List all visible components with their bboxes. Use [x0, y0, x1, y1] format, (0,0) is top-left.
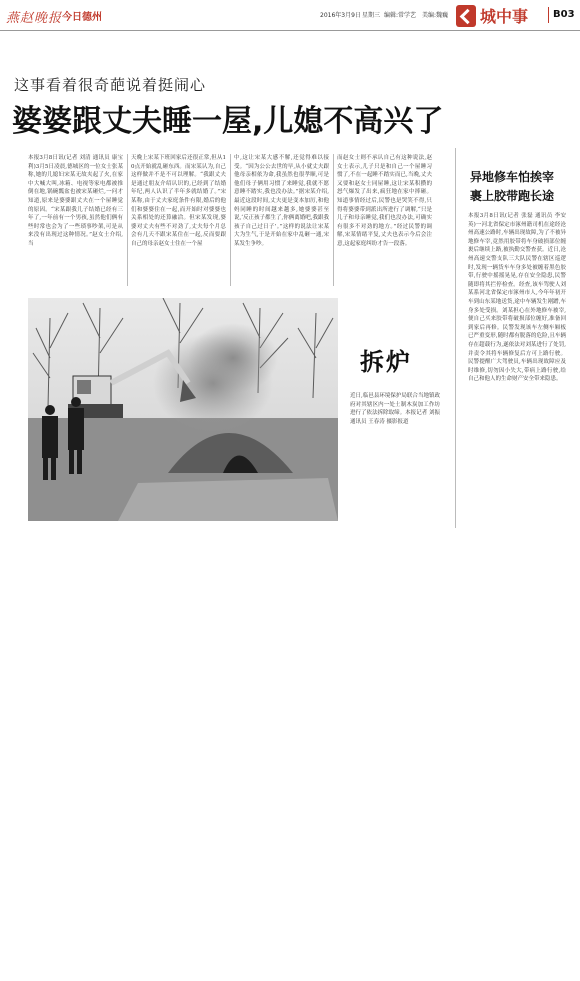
article-headline: 婆婆跟丈夫睡一屋,儿媳不高兴了 [12, 104, 444, 139]
header-rule [0, 30, 580, 31]
side-story-body [468, 212, 566, 530]
side-story-byline: 本报3月8日讯(记者 张磊 通讯员 李安英) [468, 213, 566, 228]
side-story-divider [455, 148, 456, 528]
side-story-text: 一河北省保定市涿州籍司机在途经沧州高速公路时,车辆出现故障,为了不被异地修车宰,竟然用胶带将车身破损部位缠裹后继续上路,被执勤交警查获。近日,沧州高速交警支队三大队民警在辖区巡逻时,发现一辆货车车身多处被缠着黑色胶带,行驶中摇摇晃晃,存在安全隐患,民警随即将其拦停检查。经查,该车驾驶人刘某系河北省保定市涿州市人,今年年初开车到山东某地送货,途中车辆发生剐蹭,车身多处受损。刘某担心在外地修车被宰,便自己买来胶带将破损部位缠好,准备回到家后再修。民警发现该车左侧车厢板已严重变形,随时都有脱落的危险,且车辆存在超载行为,遂依法对刘某进行了处罚,并责令其将车辆修复后方可上路行驶。民警提醒广大驾驶员,车辆出现故障应及时维修,切勿因小失大,带病上路行驶,给自己和他人的生命财产安全带来隐患。 [468, 221, 566, 383]
section-name: 城中事 [480, 7, 529, 26]
side-story-title-line2: 裹上胶带跑长途 [470, 189, 555, 203]
section-logo-icon [456, 5, 476, 27]
column-divider [333, 154, 334, 286]
photo-caption: 近日,临邑县环境保护局联合当地镇政府对其辖区内一处土制木炭加工作坊进行了依法拆除取缔。本报记者 刘振 通讯员 王春涛 摄影报道 [350, 393, 440, 425]
column-divider [230, 154, 231, 286]
side-story-title-line1: 异地修车怕挨宰 [470, 170, 555, 184]
column-divider [127, 154, 128, 286]
article-column-2: 天晚上宋某下班回家后还很正常,但从10点开始就乱砸东西。而宋某认为,自己这样做并不是不可以理解。“我跟丈夫是通过朋友介绍认识的,已经到了结婚年纪,两人认识了半年多就结婚了。”宋某称,由于丈夫家庭条件有限,婚后的他们和婆婆住在一起,而开始时对婆婆也关系相处的还算融洽。但宋某发现,婆婆对丈夫有些不对劲了,丈夫每个月总会有几天不跟宋某住在一起,反而要跟自己的母亲赵女士住在一个屋 [131, 155, 226, 247]
page-number: B03 [553, 9, 575, 20]
article-column-1: 本报3月8日讯(记者 刘清 通讯员 康宝利)3月5日凌晨,德城区的一位女士张某称,她的儿媳妇宋某无故夹起了火,在家中大喊大叫,冰箱、电视等家电都被推倒在地,锅碗瓢盆也被宋某砸烂,一问才知道,原来是婆婆跟丈夫在一个屋睡觉的原因。“宋某跟我儿子结婚已经有三年了,一年前有一个男孩,虽然他们俩有些时常也会为了一些琐事吵架,可是从来没有出现过这种情况。”赵女士介绍,当 [28, 155, 123, 247]
edition-name: 今日德州 [62, 12, 102, 23]
news-photo [28, 298, 338, 521]
demolition-scene-image [28, 298, 338, 521]
masthead-logo: 燕赵晚报 [6, 11, 63, 26]
article-column-4: 而赵女士则不承认自己有这种说法,赵女士表示,儿子只是和自己一个屋睡习惯了,不在一起睡不踏实而已,当晚,丈夫又要和赵女士同屋睡,这让宋某积攒的怒气爆发了出来,疯狂地在家中摔砸。知道事情经过后,民警也是哭笑不得,只得将婆婆带到派出所进行了调解,“只是儿子和母亲睡觉,我们也没办法,可确实有很多不对劲的地方。”经过民警的调解,宋某情绪平复,丈夫也表示今后会注意,这起家庭纠纷才告一段落。 [337, 155, 432, 247]
designer-credit: 美编:魏巍 [422, 12, 449, 19]
editor-credit: 编辑:常学艺 [384, 12, 417, 19]
photo-title: 拆炉 [360, 348, 412, 376]
article-column-3: 中,这让宋某大感不解,还觉得难以接受。“因为公公去世的早,从小就丈夫跟他母亲相依为命,我虽然也很孝顺,可是他们母子俩用习惯了来睡觉,我就不愿意睡不踏实,我也没办法。”据宋某介绍,最近这段时间,丈夫更是变本加厉,和他妈同睡的时间越来越多,她婆婆甚至说,‘反正孩子都生了,你俩离婚吧,我跟我孩子自己过日子’。”这样的说法让宋某大为生气,于是开始在家中乱砸一通,宋某发生争吵。 [234, 155, 329, 247]
section-divider [548, 7, 549, 23]
article-kicker: 这事看着很奇葩说着挺闹心 [14, 76, 207, 94]
issue-date: 2016年3月9日 [320, 12, 361, 19]
issue-weekday: 星期三 [362, 12, 381, 19]
